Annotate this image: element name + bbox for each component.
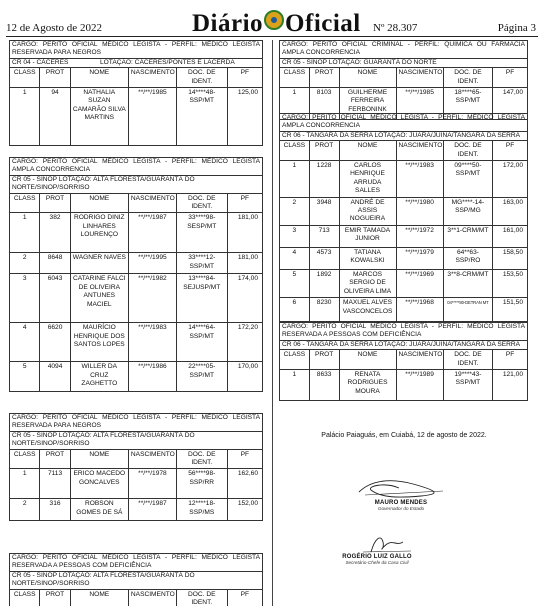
cell-nascimento: **/**/1968 <box>396 298 443 322</box>
col-nome: NOME <box>339 68 396 88</box>
table-row <box>280 370 528 401</box>
cell-doc: 12****18-SSP/MS <box>176 499 227 521</box>
cell-doc: 3**1-CRM/MT <box>443 225 493 247</box>
cr-name: CR 04 - CÁCERES <box>12 58 69 66</box>
cell-pf: 153,50 <box>493 269 528 297</box>
table-row <box>280 197 528 225</box>
table-row <box>10 362 263 392</box>
col-pf: PF <box>493 141 528 161</box>
cell-nome: ANDRÉ DE ASSIS NOGUEIRA <box>339 197 396 225</box>
col-prot: PROT <box>309 350 339 370</box>
table-header-row <box>10 193 263 213</box>
cell-class: 6 <box>280 298 310 322</box>
signer-name: ROGÉRIO LUIZ GALLO <box>342 554 412 560</box>
col-nascimento: NASCIMENTO <box>128 589 176 606</box>
cargo-heading: CARGO: PERITO OFICIAL MÉDICO LEGISTA - PERFIL: MÉDICO LEGISTA RESERVADA A PESSOAS COM DEFICIÊNCIA <box>9 553 263 571</box>
col-nascimento: NASCIMENTO <box>396 350 443 370</box>
cell-nome: WILLER DA CRUZ ZAGHETTO <box>70 362 128 392</box>
cell-doc: 13****84-SEJUSP/MT <box>176 274 227 323</box>
cell-doc: MG****-14-SSP/MG <box>443 197 493 225</box>
table-header-row <box>10 68 263 88</box>
cell-doc: 22****05-SSP/MT <box>176 362 227 392</box>
cell-pf: 161,00 <box>493 225 528 247</box>
cell-pf: 162,60 <box>227 469 262 499</box>
table-row <box>10 88 263 146</box>
result-block-caceres-negros <box>9 40 263 146</box>
table-header-row <box>280 350 528 370</box>
cargo-heading: CARGO: PERITO OFICIAL MÉDICO LEGISTA - PERFIL: MÉDICO LEGISTA AMPLA CONCORRENCIA <box>279 113 528 131</box>
cell-doc: 04*****80-DETRAN MT <box>443 298 493 322</box>
cell-pf: 152,00 <box>227 499 262 521</box>
cr-heading: CR 05 - SINOP LOTAÇÃO: GUARANTÃ DO NORTE <box>279 58 528 67</box>
cell-class: 2 <box>280 197 310 225</box>
col-pf: PF <box>227 589 262 606</box>
col-prot: PROT <box>309 68 339 88</box>
cargo-heading: CARGO: PERITO OFICIAL MÉDICO LEGISTA - PERFIL: MÉDICO LEGISTA RESERVADA PARA NEGROS <box>9 40 263 58</box>
cell-prot: 6620 <box>40 323 70 362</box>
result-block-sinop-negros <box>9 413 263 521</box>
cargo-heading: CARGO: PERITO OFICIAL MÉDICO LEGISTA - PERFIL: MÉDICO LEGISTA AMPLA CONCORRENCIA <box>9 157 263 175</box>
cell-class: 3 <box>280 225 310 247</box>
results-table <box>9 193 263 393</box>
cell-pf: 181,00 <box>227 253 262 274</box>
col-nascimento: NASCIMENTO <box>396 68 443 88</box>
cell-doc: 14****48-SSP/MT <box>176 88 227 146</box>
state-seal-icon <box>264 10 284 30</box>
cargo-heading: CARGO: PERITO OFICIAL CRIMINAL - PERFIL: QUIMICA OU FARMACIA AMPLA CONCORRENCIA <box>279 40 528 58</box>
result-block-tangara-pcd <box>279 322 528 401</box>
cell-prot: 4573 <box>309 247 339 269</box>
col-prot: PROT <box>40 68 70 88</box>
cell-nascimento: **/**/1985 <box>396 88 443 120</box>
results-table <box>9 449 263 522</box>
cell-nascimento: **/**/1987 <box>128 499 176 521</box>
cell-doc: 3**8-CRM/MT <box>443 269 493 297</box>
col-nascimento: NASCIMENTO <box>396 141 443 161</box>
cell-class: 5 <box>280 269 310 297</box>
signature-chief-of-staff <box>322 532 432 565</box>
cell-class: 4 <box>10 323 40 362</box>
cell-nascimento: **/**/1989 <box>396 370 443 401</box>
cell-prot: 7113 <box>40 469 70 499</box>
cell-class: 1 <box>10 213 40 253</box>
col-prot: PROT <box>40 449 70 469</box>
cr-heading: CR 06 - TANGARÁ DA SERRA LOTAÇÃO: JUARA/JUINA/TANGARÁ DA SERRA <box>279 131 528 140</box>
cell-nome: GUILHERME FERREIRA FERBONINK <box>339 88 396 120</box>
col-pf: PF <box>227 193 262 213</box>
table-row <box>280 161 528 198</box>
cell-pf: 170,00 <box>227 362 262 392</box>
table-row <box>10 499 263 521</box>
table-header-row <box>10 589 263 606</box>
cell-prot: 94 <box>40 88 70 146</box>
cell-class: 1 <box>10 469 40 499</box>
col-prot: PROT <box>40 589 70 606</box>
cell-prot: 713 <box>309 225 339 247</box>
cell-class: 5 <box>10 362 40 392</box>
col-class: CLASS <box>10 193 40 213</box>
cell-class: 1 <box>280 370 310 401</box>
cell-nome: TATIANA KOWALSKI <box>339 247 396 269</box>
cell-nascimento: **/**/1969 <box>396 269 443 297</box>
cell-pf: 147,00 <box>493 88 528 120</box>
cell-doc: 56****98-SSP/RR <box>176 469 227 499</box>
col-class: CLASS <box>280 68 310 88</box>
column-divider <box>272 40 273 606</box>
cargo-heading: CARGO: PERITO OFICIAL MÉDICO LEGISTA - PERFIL: MÉDICO LEGISTA RESERVADA PARA NEGROS <box>9 413 263 431</box>
col-nome: NOME <box>70 589 128 606</box>
col-pf: PF <box>227 68 262 88</box>
table-header-row <box>280 141 528 161</box>
cell-nascimento: **/**/1979 <box>396 247 443 269</box>
cell-nascimento: **/**/1983 <box>128 323 176 362</box>
cell-pf: 121,00 <box>493 370 528 401</box>
cell-prot: 316 <box>40 499 70 521</box>
place-and-date: Palácio Paiaguás, em Cuiabá, 12 de agosto de 2022. <box>321 432 487 439</box>
cell-nome: MAXUEL ALVES VASCONCELOS <box>339 298 396 322</box>
col-doc: DOC. DE IDENT. <box>443 141 493 161</box>
cell-nascimento: **/**/1980 <box>396 197 443 225</box>
signer-role: Secretário-Chefe da Casa Civil <box>345 560 409 565</box>
cell-nome: RENATA RODRIGUES MOURA <box>339 370 396 401</box>
cell-pf: 172,20 <box>227 323 262 362</box>
cell-nome: RODRIGO DINIZ LINHARES LOURENÇO <box>70 213 128 253</box>
table-row <box>280 225 528 247</box>
title-part-2: Oficial <box>285 10 361 37</box>
cell-prot: 1892 <box>309 269 339 297</box>
col-prot: PROT <box>309 141 339 161</box>
cell-nome: CARLOS HENRIQUE ARRUDA SALLES <box>339 161 396 198</box>
title-part-1: Diário <box>192 10 264 37</box>
issue-date: 12 de Agosto de 2022 <box>6 22 102 34</box>
col-class: CLASS <box>10 589 40 606</box>
col-prot: PROT <box>40 193 70 213</box>
cell-doc: 19****43-SSP/MT <box>443 370 493 401</box>
cell-nascimento: **/**/1972 <box>396 225 443 247</box>
col-nome: NOME <box>339 350 396 370</box>
cell-nome: ROBSON GOMES DE SÁ <box>70 499 128 521</box>
cell-prot: 382 <box>40 213 70 253</box>
page-number: Página 3 <box>497 22 536 34</box>
cell-pf: 172,00 <box>493 161 528 198</box>
col-doc: DOC. DE IDENT. <box>443 350 493 370</box>
table-header-row <box>10 449 263 469</box>
lotacao-name: LOTAÇÃO: CÁCERES/PONTES E LACERDA <box>100 58 235 66</box>
col-class: CLASS <box>280 141 310 161</box>
signer-role: Governador do Estado <box>377 506 425 511</box>
signature-scribble-icon <box>337 532 417 554</box>
cell-pf: 158,50 <box>493 247 528 269</box>
cell-doc: 33****12-SSP/MT <box>176 253 227 274</box>
results-table <box>279 140 528 322</box>
table-row <box>10 274 263 323</box>
cell-prot: 6043 <box>40 274 70 323</box>
cell-prot: 8103 <box>309 88 339 120</box>
col-nascimento: NASCIMENTO <box>128 193 176 213</box>
table-row <box>280 269 528 297</box>
result-block-tangara-ampla <box>279 113 528 322</box>
cell-class: 1 <box>280 161 310 198</box>
col-nome: NOME <box>339 141 396 161</box>
cell-nascimento: **/**/1995 <box>128 253 176 274</box>
cell-doc: 18****65-SSP/MT <box>443 88 493 120</box>
cr-heading: CR 05 - SINOP LOTAÇÃO: ALTA FLORESTA/GUARANTÃ DO NORTE/SINOP/SORRISO <box>9 431 263 449</box>
cell-nome: CATARINE FALCI DE OLIVEIRA ANTUNES MACIEL <box>70 274 128 323</box>
col-nome: NOME <box>70 449 128 469</box>
col-nome: NOME <box>70 68 128 88</box>
cell-class: 3 <box>10 274 40 323</box>
col-class: CLASS <box>10 68 40 88</box>
col-pf: PF <box>493 350 528 370</box>
table-row <box>280 247 528 269</box>
cell-nascimento: **/**/1987 <box>128 213 176 253</box>
cr-heading: CR 05 - SINOP LOTAÇÃO: ALTA FLORESTA/GUARANTÃ DO NORTE/SINOP/SORRISO <box>9 571 263 589</box>
cell-doc: 64**63-SSP/RO <box>443 247 493 269</box>
col-doc: DOC. DE IDENT. <box>176 68 227 88</box>
cell-nascimento: **/**/1983 <box>396 161 443 198</box>
cell-doc: 09****50-SSP/MT <box>443 161 493 198</box>
col-pf: PF <box>227 449 262 469</box>
col-nome: NOME <box>70 193 128 213</box>
cr-heading <box>9 58 263 67</box>
table-row <box>10 213 263 253</box>
col-nascimento: NASCIMENTO <box>128 449 176 469</box>
cell-nome: NATHALIA SUZAN CAMARÃO SILVA MARTINS <box>70 88 128 146</box>
table-row <box>10 253 263 274</box>
table-row <box>10 323 263 362</box>
cell-prot: 1228 <box>309 161 339 198</box>
cell-nascimento: **/**/1982 <box>128 274 176 323</box>
cell-nascimento: **/**/1978 <box>128 469 176 499</box>
signature-scribble-icon <box>351 476 451 500</box>
cell-nascimento: **/**/1986 <box>128 362 176 392</box>
cell-pf: 181,00 <box>227 213 262 253</box>
cell-nome: ERICO MACEDO GONCALVES <box>70 469 128 499</box>
cell-nome: MARCOS SERGIO DE OLIVEIRA LIMA <box>339 269 396 297</box>
cell-class: 2 <box>10 253 40 274</box>
cell-class: 1 <box>280 88 310 120</box>
col-class: CLASS <box>280 350 310 370</box>
col-pf: PF <box>493 68 528 88</box>
results-table <box>9 67 263 146</box>
newspaper-title <box>192 10 361 38</box>
signer-name: MAURO MENDES <box>374 500 428 506</box>
table-row <box>280 298 528 322</box>
cell-doc: 14****64-SSP/MT <box>176 323 227 362</box>
cell-pf: 174,00 <box>227 274 262 323</box>
cr-heading: CR 06 - TANGARÁ DA SERRA LOTAÇÃO: JUARA/JUINA/TANGARÁ DA SERRA <box>279 340 528 349</box>
cell-pf: 151,50 <box>493 298 528 322</box>
cell-class: 2 <box>10 499 40 521</box>
results-table <box>279 349 528 401</box>
cell-nome: MAURÍCIO HENRIQUE DOS SANTOS LOPES <box>70 323 128 362</box>
cell-prot: 4094 <box>40 362 70 392</box>
cell-nome: EMIR TAMADA JUNIOR <box>339 225 396 247</box>
issue-number: Nº 28.307 <box>373 22 418 34</box>
cargo-heading: CARGO: PERITO OFICIAL MÉDICO LEGISTA - PERFIL: MÉDICO LEGISTA RESERVADA A PESSOAS COM DEFICIÊNCIA <box>279 322 528 340</box>
col-doc: DOC. DE IDENT. <box>176 449 227 469</box>
cell-doc: 33****98-SESP/MT <box>176 213 227 253</box>
cell-class: 4 <box>280 247 310 269</box>
header-rule <box>6 36 538 37</box>
col-doc: DOC. DE IDENT. <box>176 589 227 606</box>
cell-nome: WAGNER NAVES <box>70 253 128 274</box>
cell-prot: 8230 <box>309 298 339 322</box>
signature-governor <box>336 476 466 511</box>
cell-prot: 3948 <box>309 197 339 225</box>
table-row <box>10 469 263 499</box>
col-doc: DOC. DE IDENT. <box>176 193 227 213</box>
col-nascimento: NASCIMENTO <box>128 68 176 88</box>
cell-class: 1 <box>10 88 40 146</box>
result-block-criminal-guaranta <box>279 40 528 120</box>
results-table <box>9 589 263 606</box>
cell-pf: 125,00 <box>227 88 262 146</box>
table-header-row <box>280 68 528 88</box>
result-block-sinop-pcd <box>9 553 263 606</box>
cell-prot: 8633 <box>309 370 339 401</box>
masthead <box>6 0 538 38</box>
col-doc: DOC. DE IDENT. <box>443 68 493 88</box>
cell-pf: 163,00 <box>493 197 528 225</box>
result-block-sinop-ampla <box>9 157 263 392</box>
cell-prot: 8648 <box>40 253 70 274</box>
cr-heading: CR 05 - SINOP LOTAÇÃO: ALTA FLORESTA/GUARANTÃ DO NORTE/SINOP/SORRISO <box>9 175 263 193</box>
col-class: CLASS <box>10 449 40 469</box>
cell-nascimento: **/**/1985 <box>128 88 176 146</box>
